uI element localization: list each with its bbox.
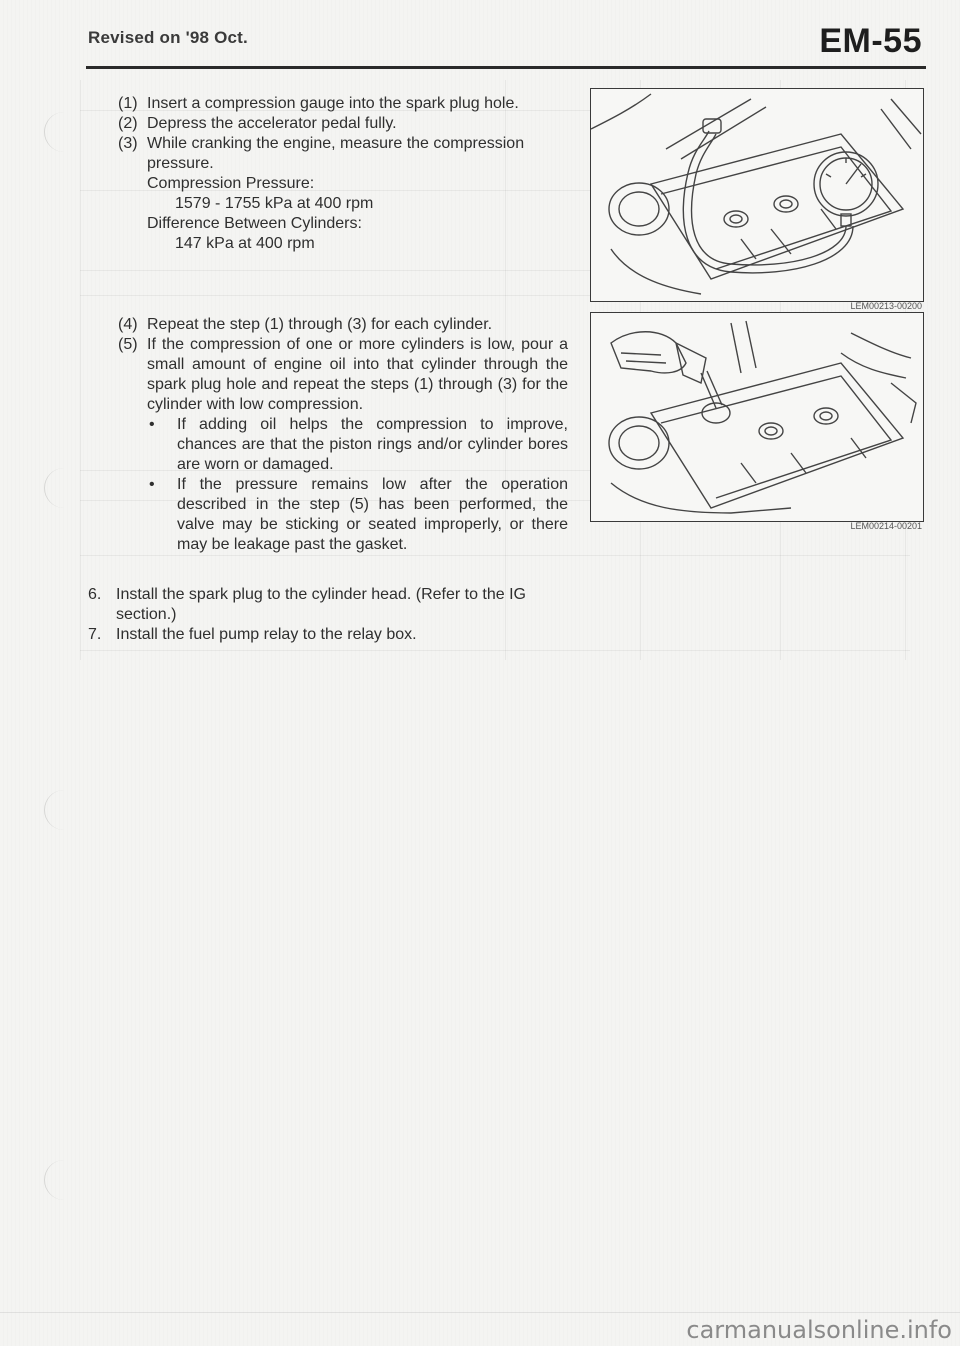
figure-caption: LEM00213-00200 xyxy=(850,301,922,311)
spec-difference-value: 147 kPa at 400 rpm xyxy=(175,235,315,252)
step-item xyxy=(118,94,568,114)
step-text: While cranking the engine, measure the compression xyxy=(147,135,525,152)
step-item xyxy=(118,335,568,415)
watermark: carmanualsonline.info xyxy=(686,1316,952,1344)
engine-gauge-drawing xyxy=(591,89,923,301)
bullet-item xyxy=(118,415,568,475)
step-number: (3) xyxy=(118,135,138,152)
bullet-dot-icon: • xyxy=(149,476,155,493)
step-number: (5) xyxy=(118,336,138,353)
step-number: (2) xyxy=(118,115,138,132)
step-text: Depress the accelerator pedal fully. xyxy=(147,115,397,132)
step-text: Repeat the step (1) through (3) for each cylinder. xyxy=(147,316,493,333)
engine-oil-drawing xyxy=(591,313,923,521)
step-text-continuation: pressure. xyxy=(147,155,214,172)
revision-note: Revised on '98 Oct. xyxy=(88,28,248,47)
step-item xyxy=(118,315,568,335)
spec-difference-label: Difference Between Cylinders: xyxy=(147,215,362,232)
step-text: If the compression of one or more cylinders is low, pour a small amount of engine oil into that cylinder through the spark plug hole and repeat the steps (1) through (3) for the cylinder with low compression. xyxy=(147,336,568,413)
step-number: (4) xyxy=(118,316,138,333)
step-text: Install the fuel pump relay to the relay box. xyxy=(116,626,417,643)
bottom-rule xyxy=(0,1312,960,1313)
ghost-line xyxy=(80,650,910,651)
ghost-line xyxy=(80,80,81,660)
step-number: (1) xyxy=(118,95,138,112)
step-number: 7. xyxy=(88,626,102,643)
bullet-text: If adding oil helps the compression to improve, chances are that the piston rings and/or cylinder bores are worn or damaged. xyxy=(177,416,568,473)
header-rule xyxy=(86,66,926,69)
figure-caption: LEM00214-00201 xyxy=(850,521,922,531)
step-text: Insert a compression gauge into the spark plug hole. xyxy=(147,95,519,112)
main-step-item xyxy=(88,625,568,645)
bullet-item xyxy=(118,475,568,555)
bullet-text: If the pressure remains low after the operation described in the step (5) has been performed, the valve may be sticking or seated improperly, or there may be leakage past the gasket. xyxy=(177,476,568,553)
spec-compression-label: Compression Pressure: xyxy=(147,175,315,192)
step-text: Install the spark plug to the cylinder head. (Refer to the IG section.) xyxy=(116,586,526,623)
step-item xyxy=(118,114,568,134)
step-item xyxy=(118,134,568,154)
main-step-item xyxy=(88,585,568,625)
step-number: 6. xyxy=(88,586,102,603)
oil-pouring-illustration xyxy=(590,312,924,522)
ghost-line xyxy=(80,555,910,556)
procedure-steps-4-5 xyxy=(118,315,568,555)
bullet-dot-icon: • xyxy=(149,416,155,433)
spec-compression-value: 1579 - 1755 kPa at 400 rpm xyxy=(175,195,374,212)
page-code: EM-55 xyxy=(819,22,922,60)
compression-gauge-illustration xyxy=(590,88,924,302)
procedure-steps-1-3 xyxy=(118,94,568,254)
main-steps xyxy=(88,585,568,645)
